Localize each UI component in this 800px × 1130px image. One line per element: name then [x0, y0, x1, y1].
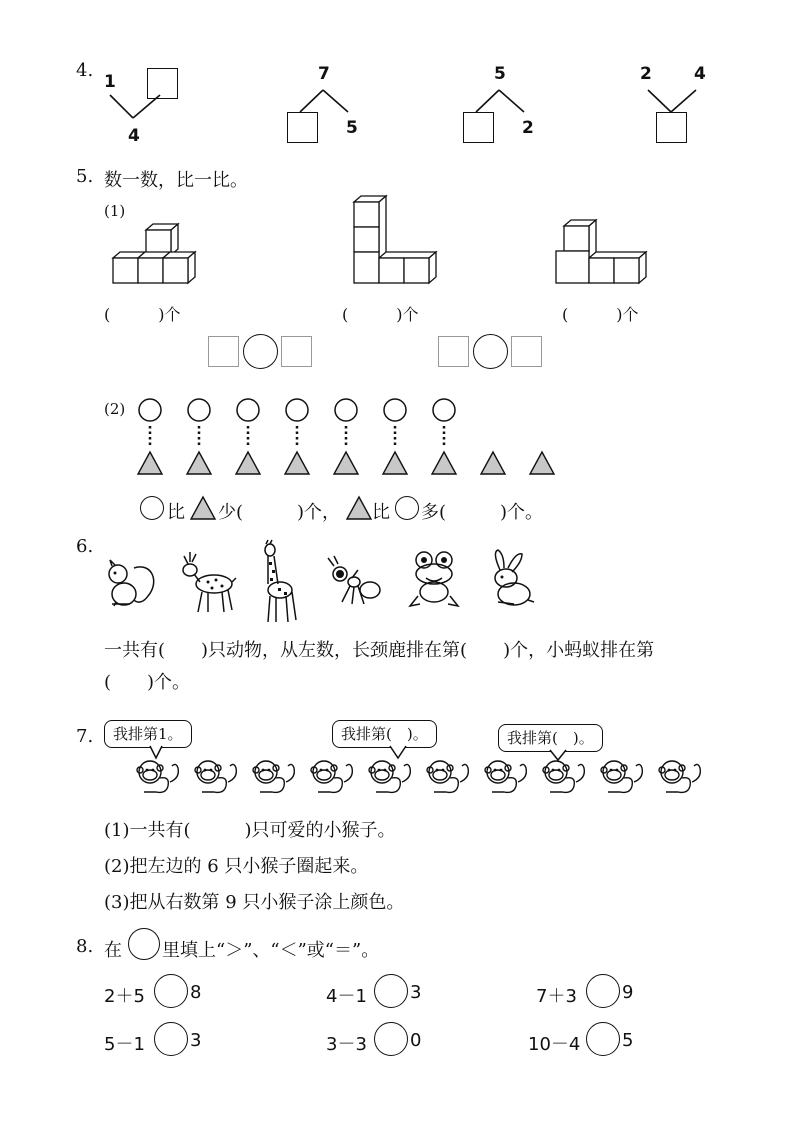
q4-tree3-right: 2 — [522, 118, 534, 138]
answer-circle[interactable] — [586, 974, 620, 1008]
q5-label: 5. — [76, 166, 94, 187]
compare-box-2a[interactable] — [438, 336, 469, 367]
q4-tree3-answer-box[interactable] — [463, 112, 494, 143]
answer-circle[interactable] — [154, 974, 188, 1008]
q4-tree2-top: 7 — [318, 64, 330, 84]
monkey-icon[interactable] — [426, 756, 472, 800]
q8-r2c2-right: 0 — [410, 1030, 422, 1051]
q8-r2c3-right: 5 — [622, 1030, 634, 1051]
triangle-shape — [138, 452, 162, 474]
triangle-shape — [187, 452, 211, 474]
q8-r2c3-left: 10－4 — [528, 1034, 581, 1055]
q8-title-post: 里填上“＞”、“＜”或“＝”。 — [162, 940, 380, 961]
q8-label: 8. — [76, 936, 94, 957]
speech-bubble-3[interactable]: 我排第( )。 — [498, 724, 603, 752]
circles-triangles-figure — [120, 394, 580, 484]
q4-tree4-left: 2 — [640, 64, 652, 84]
q4-tree1-left: 1 — [104, 72, 116, 92]
q4-tree2-right: 5 — [346, 118, 358, 138]
compare-box-1b[interactable] — [281, 336, 312, 367]
monkey-icon[interactable] — [368, 756, 414, 800]
circle-icon — [395, 496, 419, 520]
q8-r1c2-left: 4－1 — [326, 986, 367, 1007]
q4-label: 4. — [76, 60, 94, 81]
triangle-shape — [383, 452, 407, 474]
compare-circle-2[interactable] — [473, 334, 508, 369]
q4-tree3-top: 5 — [494, 64, 506, 84]
triangle-shape — [432, 452, 456, 474]
q6-label: 6. — [76, 536, 94, 557]
giraffe-icon — [256, 540, 306, 624]
speech-bubble-1: 我排第1。 — [104, 720, 192, 748]
q5-part1-label: (1) — [104, 202, 126, 220]
q8-r1c3-left: 7＋3 — [536, 986, 577, 1007]
monkey-icon[interactable] — [252, 756, 298, 800]
ant-icon — [324, 556, 384, 612]
monkey-row — [136, 756, 716, 800]
compare-box-2b[interactable] — [511, 336, 542, 367]
circle-icon — [140, 496, 164, 520]
q7-item-2: (2)把左边的 6 只小猴子圈起来。 — [104, 856, 369, 877]
triangle-shape — [285, 452, 309, 474]
compare-text-3: 比 — [372, 502, 390, 523]
compare-circle-1[interactable] — [243, 334, 278, 369]
q4-tree1-lines — [100, 90, 190, 130]
q5-part2-label: (2) — [104, 400, 126, 418]
q6-line2[interactable]: ( )个。 — [104, 672, 191, 693]
q5-title: 数一数，比一比。 — [104, 170, 248, 191]
rabbit-icon — [482, 548, 542, 612]
q8-title-pre: 在 — [104, 940, 122, 961]
q8-r1c3-right: 9 — [622, 982, 634, 1003]
circle-shape — [188, 399, 210, 421]
q8-r2c1-right: 3 — [190, 1030, 202, 1051]
answer-circle[interactable] — [374, 974, 408, 1008]
monkey-icon[interactable] — [310, 756, 356, 800]
q6-line1[interactable]: 一共有( )只动物，从左数，长颈鹿排在第( )个，小蚂蚁排在第 — [104, 640, 655, 661]
cube-group-3 — [552, 218, 652, 293]
compare-text-4[interactable]: 多( )个。 — [421, 502, 544, 523]
cube-group-2 — [342, 194, 442, 294]
q8-r1c1-left: 2＋5 — [104, 986, 145, 1007]
circle-shape — [237, 399, 259, 421]
triangle-shape — [481, 452, 505, 474]
monkey-icon[interactable] — [658, 756, 704, 800]
monkey-icon[interactable] — [542, 756, 588, 800]
speech-bubble-2[interactable]: 我排第( )。 — [332, 720, 437, 748]
q7-item-3: (3)把从右数第 9 只小猴子涂上颜色。 — [104, 892, 405, 913]
q7-label: 7. — [76, 726, 94, 747]
circle-shape — [384, 399, 406, 421]
circle-shape — [286, 399, 308, 421]
q4-tree4-answer-box[interactable] — [656, 112, 687, 143]
count-blank-1[interactable]: ( )个 — [104, 305, 181, 324]
monkey-icon[interactable] — [194, 756, 240, 800]
deer-icon — [176, 548, 240, 616]
circle-shape — [335, 399, 357, 421]
q8-r1c1-right: 8 — [190, 982, 202, 1003]
circle-icon — [128, 928, 160, 960]
squirrel-icon — [100, 556, 160, 612]
compare-text-2[interactable]: 少( )个， — [218, 502, 341, 523]
circle-shape — [433, 399, 455, 421]
answer-circle[interactable] — [154, 1022, 188, 1056]
count-blank-3[interactable]: ( )个 — [562, 305, 639, 324]
answer-circle[interactable] — [374, 1022, 408, 1056]
answer-circle[interactable] — [586, 1022, 620, 1056]
q8-r2c1-left: 5－1 — [104, 1034, 145, 1055]
monkey-icon[interactable] — [136, 756, 182, 800]
compare-text-1: 比 — [167, 502, 185, 523]
q8-r1c2-right: 3 — [410, 982, 422, 1003]
q8-r2c2-left: 3－3 — [326, 1034, 367, 1055]
q7-item-1[interactable]: (1)一共有( )只可爱的小猴子。 — [104, 820, 396, 841]
triangle-icon — [190, 495, 220, 521]
compare-box-1a[interactable] — [208, 336, 239, 367]
q4-tree2-answer-box[interactable] — [287, 112, 318, 143]
triangle-shape — [236, 452, 260, 474]
monkey-icon[interactable] — [484, 756, 530, 800]
triangle-shape — [530, 452, 554, 474]
frog-icon — [404, 548, 464, 612]
q4-tree1-bottom: 4 — [128, 126, 140, 146]
triangle-shape — [334, 452, 358, 474]
cube-group-1 — [108, 222, 208, 292]
count-blank-2[interactable]: ( )个 — [342, 305, 419, 324]
circle-shape — [139, 399, 161, 421]
q4-tree4-right: 4 — [694, 64, 706, 84]
monkey-icon[interactable] — [600, 756, 646, 800]
